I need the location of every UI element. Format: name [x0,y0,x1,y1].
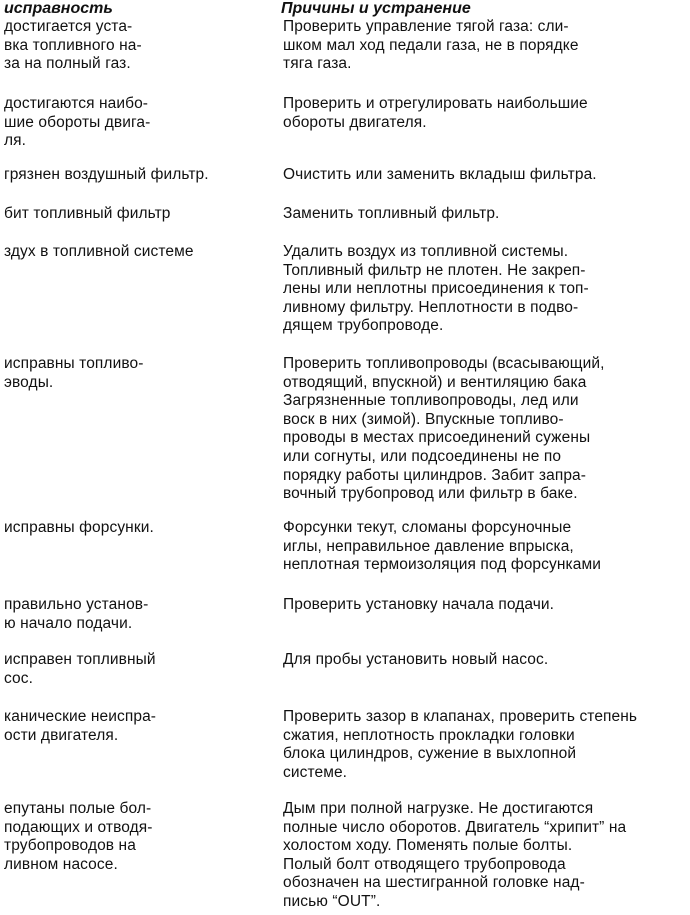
fault-line: ости двигателя. [4,726,119,744]
fault-line: бит топливный фильтр [4,205,171,222]
remedy-line: Очистить или заменить вкладыш фильтра. [283,166,597,183]
remedy-line: Для пробы установить новый насос. [283,651,549,668]
fault-line: эводы. [4,373,54,391]
remedy-cell [283,596,688,615]
fault-line: канические неиспра- [4,708,157,725]
remedy-line: Заменить топливный фильтр. [283,205,500,222]
fault-line: ю начало подачи. [4,614,133,632]
remedy-line: неплотная термоизоляция под форсунками [283,556,601,574]
remedy-line: системе. [283,763,348,781]
remedy-line: Проверить и отрегулировать наибольшие [283,95,588,112]
fault-cell [4,166,264,185]
fault-line: епутаны полые бол- [4,800,152,817]
fault-line: достигаются наибо- [4,95,149,112]
column-header-causes: Причины и устранение [281,0,471,17]
remedy-line: отводящий, впускной) и вентиляцию бака [283,373,587,391]
fault-cell [4,651,264,688]
remedy-line: воск в них (зимой). Впускные топливо- [283,410,564,428]
remedy-line: сжатия, неплотность прокладки головки [283,726,575,744]
fault-line: вка топливного на- [4,36,142,54]
fault-line: исправны форсунки. [4,519,154,536]
fault-line: сос. [4,669,34,687]
remedy-line: обозначен на шестигранной головке над- [283,874,585,892]
remedy-line: Проверить управление тягой газа: сли- [283,18,569,35]
fault-line: ливном насосе. [4,855,118,873]
remedy-line: Проверить топливопроводы (всасывающий, [283,355,605,372]
fault-line: исправны топливо- [4,355,144,372]
remedy-line: ливному фильтру. Неплотности в подво- [283,298,579,316]
remedy-cell [283,519,688,575]
remedy-cell [283,355,688,504]
remedy-line: тяга газа. [283,55,352,73]
fault-line: грязнен воздушный фильтр. [4,166,209,183]
column-header-fault: исправность [4,0,113,17]
remedy-cell [283,18,688,74]
fault-cell [4,243,264,262]
remedy-cell [283,95,688,132]
remedy-cell [283,651,688,670]
fault-line: исправен топливный [4,651,156,668]
remedy-line: порядку работы цилиндров. Забит запра- [283,466,587,484]
remedy-line: Проверить установку начала подачи. [283,596,555,613]
remedy-line: шком мал ход педали газа, не в порядке [283,36,579,54]
fault-line: подающих и отводя- [4,818,153,836]
fault-line: правильно установ- [4,596,149,613]
fault-line: шие обороты двига- [4,113,151,131]
fault-cell [4,708,264,745]
fault-cell [4,18,264,74]
remedy-line: Форсунки текут, сломаны форсуночные [283,519,572,536]
remedy-line: полные число оборотов. Двигатель “хрипит” на [283,818,627,836]
remedy-line: дящем трубопроводе. [283,317,444,335]
fault-line: ля. [4,132,27,150]
remedy-line: Топливный фильтр не плотен. Не закреп- [283,261,586,279]
remedy-line: иглы, неправильное давление впрыска, [283,537,574,555]
remedy-cell [283,205,688,224]
fault-cell [4,355,264,392]
fault-line: трубопроводов на [4,837,136,855]
remedy-line: проводы в местах присоединений сужены [283,429,591,447]
remedy-line: Проверить зазор в клапанах, проверить степень [283,708,638,725]
fault-cell [4,596,264,633]
remedy-line: Дым при полной нагрузке. Не достигаются [283,800,594,817]
fault-line: здух в топливной системе [4,243,194,260]
remedy-line: обороты двигателя. [283,113,427,131]
remedy-cell [283,708,688,782]
remedy-line: Полый болт отводящего трубопровода [283,855,566,873]
remedy-line: или согнуты, или подсоединены не по [283,447,562,465]
remedy-line: лены или неплотны присоединения к топ- [283,280,589,298]
fault-cell [4,519,264,538]
fault-cell [4,95,264,151]
fault-cell [4,205,264,224]
remedy-line: холостом ходу. Поменять полые болты. [283,837,573,855]
remedy-line: вочный трубопровод или фильтр в баке. [283,485,578,503]
remedy-cell [283,243,688,336]
remedy-line: блока цилиндров, сужение в выхлопной [283,745,577,763]
remedy-line: Загрязненные топливопроводы, лед или [283,392,579,410]
remedy-line: писью “OUT”. [283,892,381,910]
fault-line: за на полный газ. [4,55,131,73]
fault-cell [4,800,264,874]
fault-line: достигается уста- [4,18,133,35]
remedy-cell [283,166,688,185]
remedy-cell [283,800,688,912]
remedy-line: Удалить воздух из топливной системы. [283,243,569,260]
